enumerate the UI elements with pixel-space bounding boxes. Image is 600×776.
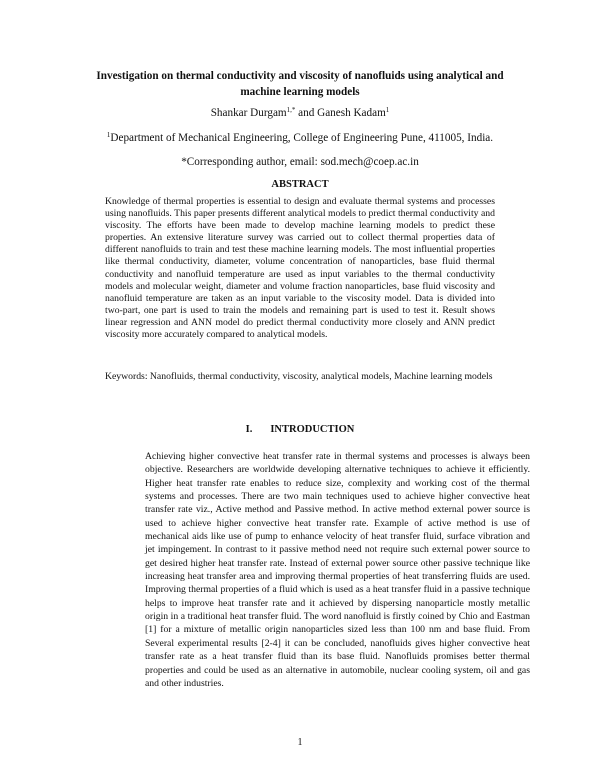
page-number: 1 [297,737,303,748]
introduction-body: Achieving higher convective heat transfer rate in thermal systems and processes is always been objective. Researchers are worldwide developing alternative techniques to achieve it efficiently. Higher heat transfer rate enables to reduce size, complexity and working cost of the thermal systems and processes. There are two main techniques used to achieve higher convective heat transfer rate viz., Active method and Passive method. In active method external power source is used to achieve higher convective heat transfer rate. Example of active method is use of mechanical aids like use of pump to enhance velocity of heat transfer fluid, surface vibration and jet impingement. In contrast to it passive method need not require such external power source to get desired higher heat transfer rate. Instead of external power source other passive technique like increasing heat transfer area and improving thermal properties of heat transferring fluids are used. Improving thermal properties of a fluid which is used as a heat transfer fluid in a passive technique helps to improve heat transfer rate and it achieved by dispersing nanoparticle mostly metallic origin in a traditional heat transfer fluid. The word nanofluid is firstly coined by Chio and Eastman [1] for a mixture of metallic origin nanoparticles sized less than 100 nm and base fluid. From Several experimental results [2-4] it can be concluded, nanofluids gives higher convective heat transfer rate as a heat transfer fluid than its base fluid. Nanofluids promises better thermal properties and could be used as an alternative in automobile, nuclear cooling system, oil and gas and other industries. [145,451,530,689]
section-heading-introduction [0,424,600,435]
author-connector: and [295,107,318,119]
title-line-2: machine learning models [240,86,360,98]
author-1-name: Shankar Durgam [210,107,287,119]
section-title: INTRODUCTION [270,424,355,435]
author-1-marks: 1,* [286,106,296,114]
keywords: Keywords: Nanofluids, thermal conductivity, viscosity, analytical models, Machine learning models [105,371,493,382]
author-2-marks: 1 [385,106,390,114]
abstract-heading: ABSTRACT [271,179,329,190]
section-number: I. [245,424,253,435]
title-line-1: Investigation on thermal conductivity and viscosity of nanofluids using analytical and [96,70,504,82]
author-line [0,107,600,119]
corresponding-author: *Corresponding author, email: sod.mech@coep.ac.in [181,156,419,168]
affiliation-line [0,132,600,144]
affiliation-marker: 1 [106,131,111,139]
author-2-name: Ganesh Kadam [317,107,386,119]
affiliation-text: Department of Mechanical Engineering, College of Engineering Pune, 411005, India. [110,132,494,144]
abstract-body: Knowledge of thermal properties is essential to design and evaluate thermal systems and processes using nanofluids. This paper presents different analytical models to predict thermal conductivity and viscosity. The efforts have been made to develop machine learning models to predict these properties. An extensive literature survey was carried out to collect thermal properties data of different nanofluids to train and test these machine learning models. The most influential properties like thermal conductivity, diameter, volume concentration of nanoparticles, base fluid thermal conductivity and nanofluid temperature are used as input variables to the thermal conductivity models and molecular weight, diameter and volume fraction nanoparticles, base fluid viscosity and nanofluid temperature are taken as an input variable to the viscosity model. Data is divided into two-part, one part is used to train the models and remaining part is used to test it. Result shows linear regression and ANN model do predict thermal conductivity more closely and ANN predict viscosity more accurately compared to analytical models. [105,196,495,341]
paper-title [70,68,530,100]
